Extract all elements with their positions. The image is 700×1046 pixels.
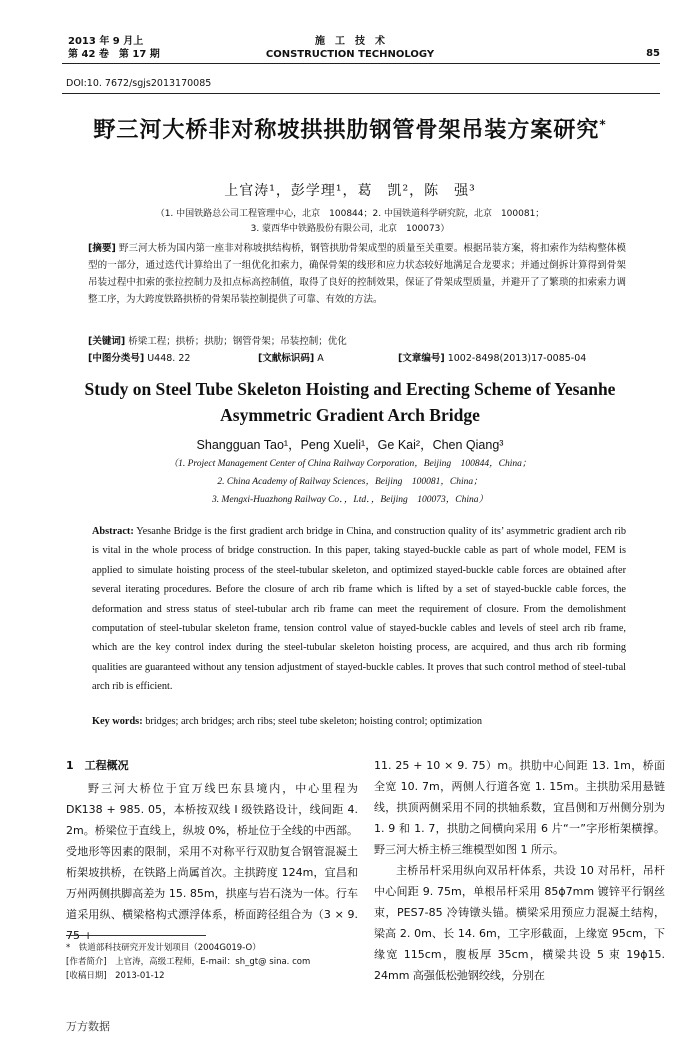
footnote-funding: * 铁道部科技研究开发计划项目（2004G019-O） <box>66 943 261 953</box>
keywords-en-label: Key words: <box>92 716 143 727</box>
header-journal <box>250 35 450 61</box>
article-number: [文章编号] 1002-8498(2013)17-0085-04 <box>398 353 587 364</box>
header-volume: 第 42 卷 第 17 期 <box>68 49 160 60</box>
footnote-received: [收稿日期] 2013-01-12 <box>66 971 165 981</box>
abstract-cn-label: [摘要] <box>88 243 116 254</box>
affiliations-en <box>80 455 620 509</box>
abstract-en-text: Yesanhe Bridge is the first gradient arch bridge in China, and construction quality of its’ asymmetric gradient arch rib is vital in the whole process of bridge construction. In this paper, taking stayed-buckle cable as part of whole model, FEM is applied to simulate hoisting process of the steel-tubular skeleton, and optimized stayed-buckle cable forces are obtained after several iterating procedures. Before the closure of arch rib frame which is lifted by a set of stayed-buckle cable forces, the deformation and stress status of steel-tubular arch rib frame can meet the requirement of closure. From the demolishment computation of steel-tubular skeleton frame, tension control value of stayed-buckle cables and levels of steel arch rib frame, which are the key control index during the steel-tubular skeleton hoisting process, are acquired, and thus arch rib forming qualities are guaranteed without any tension adjustment of stayed-buckle cables. It proves that such control method of steel-tubal arch rib is efficient. <box>92 526 626 693</box>
keywords-cn-label: [关键词] <box>88 336 126 347</box>
header-issue-info <box>68 35 160 61</box>
affiliation-cn-line: （1. 中国铁路总公司工程管理中心，北京 100844；2. 中国铁道科学研究院，北京 100081； <box>155 209 545 219</box>
authors-cn: 上官涛¹，彭学理¹，葛 凯²，陈 强³ <box>224 183 476 199</box>
body-paragraph: 主桥吊杆采用纵向双吊杆体系，共设 10 对吊杆，吊杆中心间距 9. 75m，单根吊杆采用 85ϕ7mm 镀锌平行钢丝束，PES7-85 冷铸镦头锚。横梁采用预应力混凝土结构，梁高 2. 0m、长 14. 6m，工字形截面，上缘宽 95cm，下缘宽 115cm，腹板厚 35cm，横梁共设 5 束 19ϕ15. 24mm 高强低松弛钢绞线，分别在 <box>374 864 665 982</box>
affiliation-en-line: 2. China Academy of Railway Sciences，Beijing 100081，China； <box>217 477 483 487</box>
footnote-rule <box>66 935 206 936</box>
title-cn-footnote-mark: * <box>599 117 607 132</box>
title-cn <box>40 113 660 144</box>
keywords-en <box>92 716 626 727</box>
header-date: 2013 年 9 月上 <box>68 36 144 47</box>
footnote-author: [作者简介] 上官涛，高级工程师，E-mail：sh_gt@ sina. com <box>66 957 311 967</box>
journal-name-cn: 施 工 技 术 <box>315 36 385 47</box>
abstract-cn-text: 野三河大桥为国内第一座非对称坡拱结构桥，钢管拱肋骨架成型的质量至关重要。根据吊装方案，将扣索作为结构整体模型的一部分，通过迭代计算给出了一组优化扣索力，确保骨架的线形和应力状态较好地满足合龙要求；并通过倒拆计算得到骨架吊装过程中扣索的张拉控制力及扣点标高控制值，取得了良好的控制效果，保证了骨架成型质量，并避开了了繁琐的扣索索力调整工序，为大跨度铁路拱桥的骨架吊装控制提供了可靠、有效的方法。 <box>88 243 626 305</box>
keywords-en-text: bridges; arch bridges; arch ribs; steel tube skeleton; hoisting control; optimization <box>145 716 483 727</box>
affiliation-cn-line: 3. 蒙西华中铁路股份有限公司，北京 100073） <box>250 224 450 234</box>
abstract-en-label: Abstract: <box>92 526 134 537</box>
footer-watermark: 万方数据 <box>66 1020 110 1033</box>
clc-code: [中图分类号] U448. 22 <box>88 353 191 364</box>
abstract-cn <box>88 240 626 308</box>
document-code: [文献标识码] A <box>258 353 324 364</box>
affiliation-en-line: （1. Project Management Center of China Railway Corporation，Beijing 100844，China； <box>168 459 532 469</box>
keywords-cn <box>88 333 626 350</box>
doi-rule <box>62 93 660 94</box>
body-paragraph: 野三河大桥位于宜万线巴东县境内，中心里程为 DK138 + 985. 05，本桥按双线 I 级铁路设计，线间距 4. 2m。桥梁位于直线上，纵坡 0%，桥址位于全线的中西部。受地形等因素的限制，采用不对称平行双肋复合钢管混凝土桁架坡拱桥，在铁路上尚属首次。主拱跨度 124m，宜昌和万州两侧拱脚高差为 15. 85m，拱座与岩石浇为一体。行车道采用纵、横梁格构式漂浮体系，桥面跨径组合为（3 × 9. 75 + <box>66 782 358 942</box>
journal-name-en: CONSTRUCTION TECHNOLOGY <box>265 49 435 60</box>
abstract-en <box>92 522 626 697</box>
body-column-left <box>66 755 358 946</box>
doi: DOI:10. 7672/sgjs2013170085 <box>66 78 212 89</box>
title-en: Study on Steel Tube Skeleton Hoisting and Erecting Scheme of Yesanhe Asymmetric Gradient Arch Bridge <box>84 379 616 425</box>
title-cn-text: 野三河大桥非对称坡拱拱肋钢管骨架吊装方案研究 <box>93 118 600 143</box>
section-heading: 1 工程概况 <box>66 759 129 772</box>
body-paragraph: 11. 25 + 10 × 9. 75）m。拱肋中心间距 13. 1m，桥面全宽 10. 7m，两侧人行道各宽 1. 15m。主拱肋采用悬链线，拱顶两侧采用不同的拱轴系数，宜昌侧和万州侧分别为 1. 9 和 1. 7，拱肋之间横向采用 6 片“一”字形桁架横撑。野三河大桥主桥三维模型如图 1 所示。 <box>374 759 665 856</box>
footnotes <box>66 941 361 983</box>
affiliation-en-line: 3. Mengxi-Huazhong Railway Co．，Ltd．，Beijing 100073，China） <box>211 495 488 505</box>
page-number: 85 <box>646 48 660 59</box>
body-column-right <box>374 755 665 986</box>
header-rule <box>62 63 660 64</box>
keywords-cn-text: 桥梁工程；拱桥；拱肋；钢管骨架；吊装控制；优化 <box>128 336 347 347</box>
authors-en: Shangguan Tao¹，Peng Xueli¹，Ge Kai²，Chen Qiang³ <box>196 438 504 452</box>
affiliations-cn <box>80 207 620 237</box>
